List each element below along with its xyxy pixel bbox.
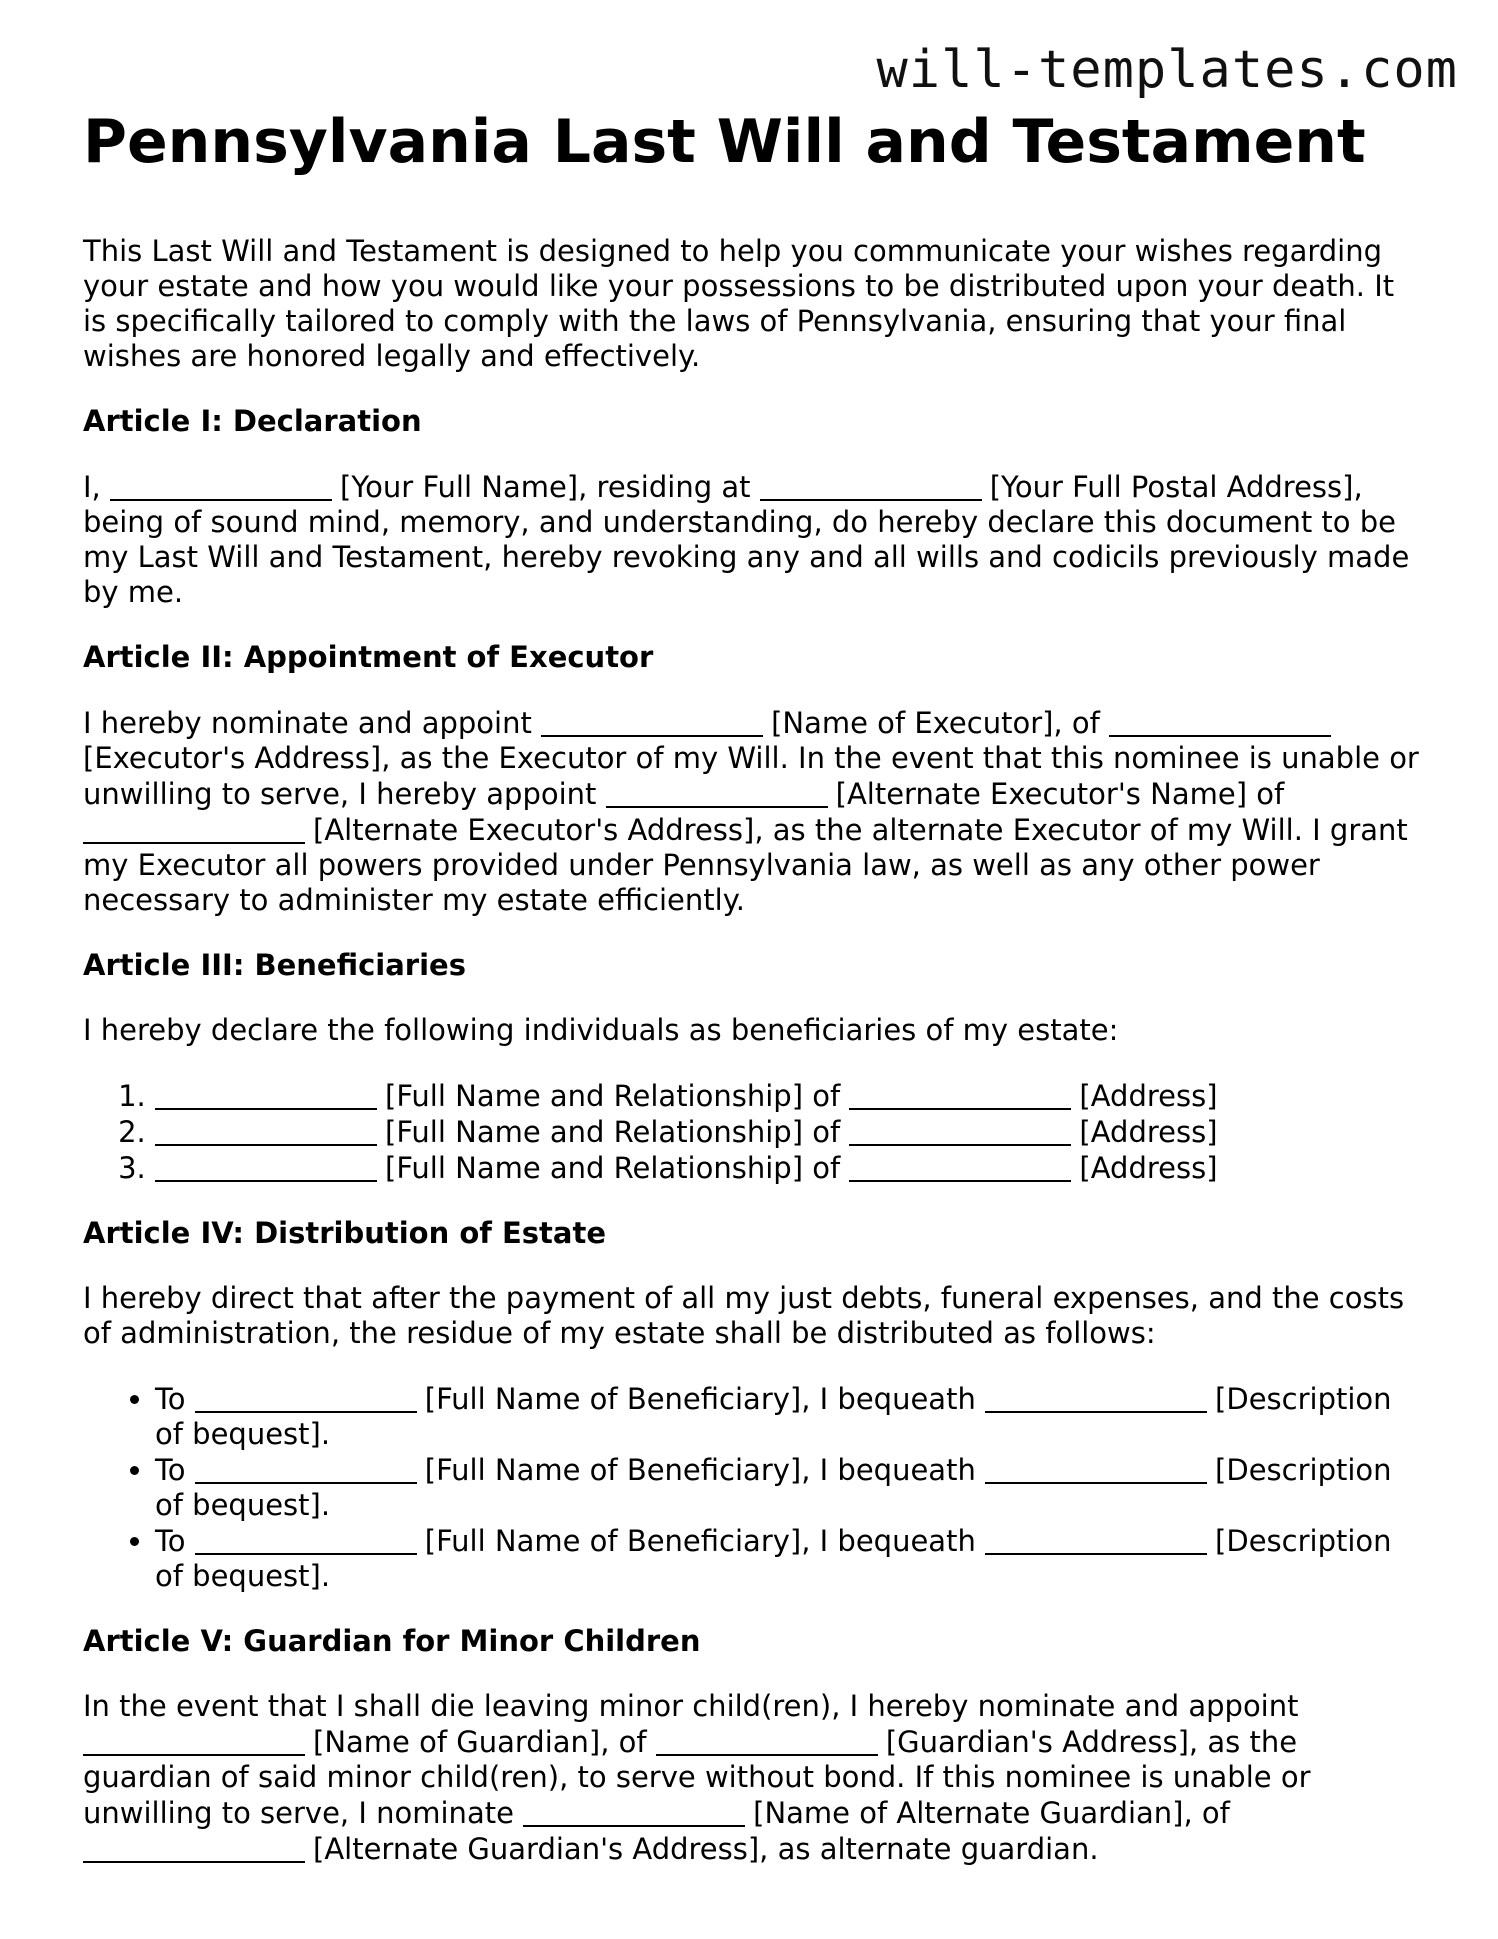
beneficiary-address-blank[interactable] xyxy=(849,1078,1071,1110)
article-1-text-c: [Your Full Postal Address], being of sound mind, memory, and understanding, do hereby declare this document to be my Last Will and Testament, hereby revoking any and all wills and codicils previously made by me. xyxy=(83,470,1410,609)
article-2-text-c: [Executor's Address], as the Executor of my Will. In the event that this nominee is unable or unwilling to serve, I hereby appoint xyxy=(83,741,1419,811)
beneficiary-item-mid: [Full Name and Relationship] of xyxy=(385,1151,841,1185)
article-2-heading: Article II: Appointment of Executor xyxy=(83,640,654,674)
bequest-item-start: To xyxy=(155,1524,186,1558)
full-name-blank[interactable] xyxy=(110,469,332,501)
beneficiary-item-mid: [Full Name and Relationship] of xyxy=(385,1079,841,1113)
article-2-text-d: [Alternate Executor's Name] of xyxy=(835,777,1285,811)
article-3-heading: Article III: Beneficiaries xyxy=(83,948,466,982)
article-1-text-b: [Your Full Name], residing at xyxy=(340,470,751,504)
alternate-guardian-name-blank[interactable] xyxy=(523,1795,745,1827)
guardian-address-blank[interactable] xyxy=(656,1724,878,1756)
list-item xyxy=(155,1114,1423,1150)
postal-address-blank[interactable] xyxy=(760,469,982,501)
article-5-text-c: [Guardian's Address], as the guardian of said minor child(ren), to serve without bond. If this nominee is unable or unwilling to serve, I nominate xyxy=(83,1725,1311,1830)
bequest-item-end: [Description of bequest]. xyxy=(155,1524,1392,1593)
bequest-item-mid: [Full Name of Beneficiary], I bequeath xyxy=(424,1453,976,1487)
list-item xyxy=(155,1523,1423,1594)
executor-address-blank[interactable] xyxy=(1109,705,1331,737)
beneficiary-item-end: [Address] xyxy=(1079,1079,1218,1113)
beneficiary-item-end: [Address] xyxy=(1079,1151,1218,1185)
beneficiary-item-end: [Address] xyxy=(1079,1115,1218,1149)
article-1-heading: Article I: Declaration xyxy=(83,404,422,438)
will-document xyxy=(83,104,1423,1897)
list-item xyxy=(155,1381,1423,1452)
article-1-paragraph xyxy=(83,469,1423,610)
article-3-paragraph: I hereby declare the following individuals as beneficiaries of my estate: xyxy=(83,1013,1119,1047)
bequest-item-mid: [Full Name of Beneficiary], I bequeath xyxy=(424,1382,976,1416)
article-5-paragraph xyxy=(83,1689,1423,1867)
bequest-item-end: [Description of bequest]. xyxy=(155,1453,1392,1522)
document-title: Pennsylvania Last Will and Testament xyxy=(83,107,1366,177)
article-1-text-a: I, xyxy=(83,470,101,504)
article-4-paragraph: I hereby direct that after the payment of all my just debts, funeral expenses, and the costs of administration, the residue of my estate shall be distributed as follows: xyxy=(83,1281,1405,1350)
beneficiary-name-blank[interactable] xyxy=(155,1114,377,1146)
list-item xyxy=(155,1452,1423,1523)
bequest-item-start: To xyxy=(155,1382,186,1416)
beneficiary-name-blank[interactable] xyxy=(155,1078,377,1110)
bequest-item-end: [Description of bequest]. xyxy=(155,1382,1392,1451)
bequest-beneficiary-blank[interactable] xyxy=(195,1381,417,1413)
article-2-text-e: [Alternate Executor's Address], as the alternate Executor of my Will. I grant my Executor all powers provided under Pennsylvania law, as well as any other power necessary to administer my estate efficiently. xyxy=(83,813,1408,917)
article-5-text-a: In the event that I shall die leaving minor child(ren), I hereby nominate and appoint xyxy=(83,1689,1299,1723)
bequest-item-start: To xyxy=(155,1453,186,1487)
bequest-description-blank[interactable] xyxy=(985,1452,1207,1484)
beneficiary-address-blank[interactable] xyxy=(849,1114,1071,1146)
beneficiaries-list xyxy=(83,1078,1423,1186)
guardian-name-blank[interactable] xyxy=(83,1724,305,1756)
site-watermark: will-templates.com xyxy=(876,40,1458,100)
distribution-list xyxy=(83,1381,1423,1594)
list-item xyxy=(155,1150,1423,1186)
list-item xyxy=(155,1078,1423,1114)
article-2-text-a: I hereby nominate and appoint xyxy=(83,706,532,740)
beneficiary-name-blank[interactable] xyxy=(155,1150,377,1182)
article-2-paragraph xyxy=(83,705,1423,918)
bequest-beneficiary-blank[interactable] xyxy=(195,1452,417,1484)
beneficiary-item-mid: [Full Name and Relationship] of xyxy=(385,1115,841,1149)
intro-paragraph: This Last Will and Testament is designed to help you communicate your wishes regarding your estate and how you would like your possessions to be distributed upon your death. It is specifically tailored to comply with the laws of Pennsylvania, ensuring that your final wishes are honored legally and effectively. xyxy=(83,234,1395,373)
bequest-description-blank[interactable] xyxy=(985,1523,1207,1555)
article-5-heading: Article V: Guardian for Minor Children xyxy=(83,1624,701,1658)
article-2-text-b: [Name of Executor], of xyxy=(771,706,1100,740)
article-5-text-e: [Alternate Guardian's Address], as alternate guardian. xyxy=(313,1832,1099,1866)
bequest-beneficiary-blank[interactable] xyxy=(195,1523,417,1555)
beneficiary-address-blank[interactable] xyxy=(849,1150,1071,1182)
alternate-executor-name-blank[interactable] xyxy=(606,776,828,808)
executor-name-blank[interactable] xyxy=(541,705,763,737)
article-5-text-d: [Name of Alternate Guardian], of xyxy=(753,1796,1230,1830)
article-5-text-b: [Name of Guardian], of xyxy=(313,1725,647,1759)
article-4-heading: Article IV: Distribution of Estate xyxy=(83,1216,606,1250)
bequest-item-mid: [Full Name of Beneficiary], I bequeath xyxy=(424,1524,976,1558)
alternate-executor-address-blank[interactable] xyxy=(83,812,305,844)
bequest-description-blank[interactable] xyxy=(985,1381,1207,1413)
alternate-guardian-address-blank[interactable] xyxy=(83,1831,305,1863)
